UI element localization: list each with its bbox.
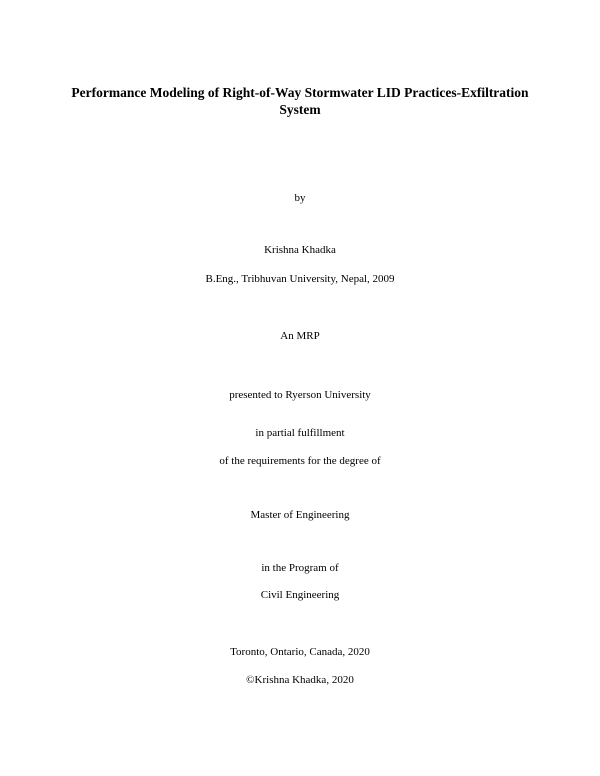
copyright-notice: ©Krishna Khadka, 2020 [246, 674, 354, 686]
previous-degree: B.Eng., Tribhuvan University, Nepal, 2009 [205, 273, 395, 285]
degree-requirements: of the requirements for the degree of [219, 455, 381, 467]
thesis-title: Performance Modeling of Right-of-Way Stormwater LID Practices-Exfiltration System [71, 85, 529, 117]
presented-to: presented to Ryerson University [229, 389, 371, 401]
document-type: An MRP [280, 330, 320, 342]
location-year: Toronto, Ontario, Canada, 2020 [230, 646, 370, 658]
author-name: Krishna Khadka [264, 244, 336, 256]
degree-name: Master of Engineering [250, 509, 350, 521]
by-label: by [294, 192, 306, 204]
program-name: Civil Engineering [260, 589, 340, 601]
partial-fulfillment: in partial fulfillment [255, 427, 345, 439]
program-intro: in the Program of [261, 562, 339, 574]
